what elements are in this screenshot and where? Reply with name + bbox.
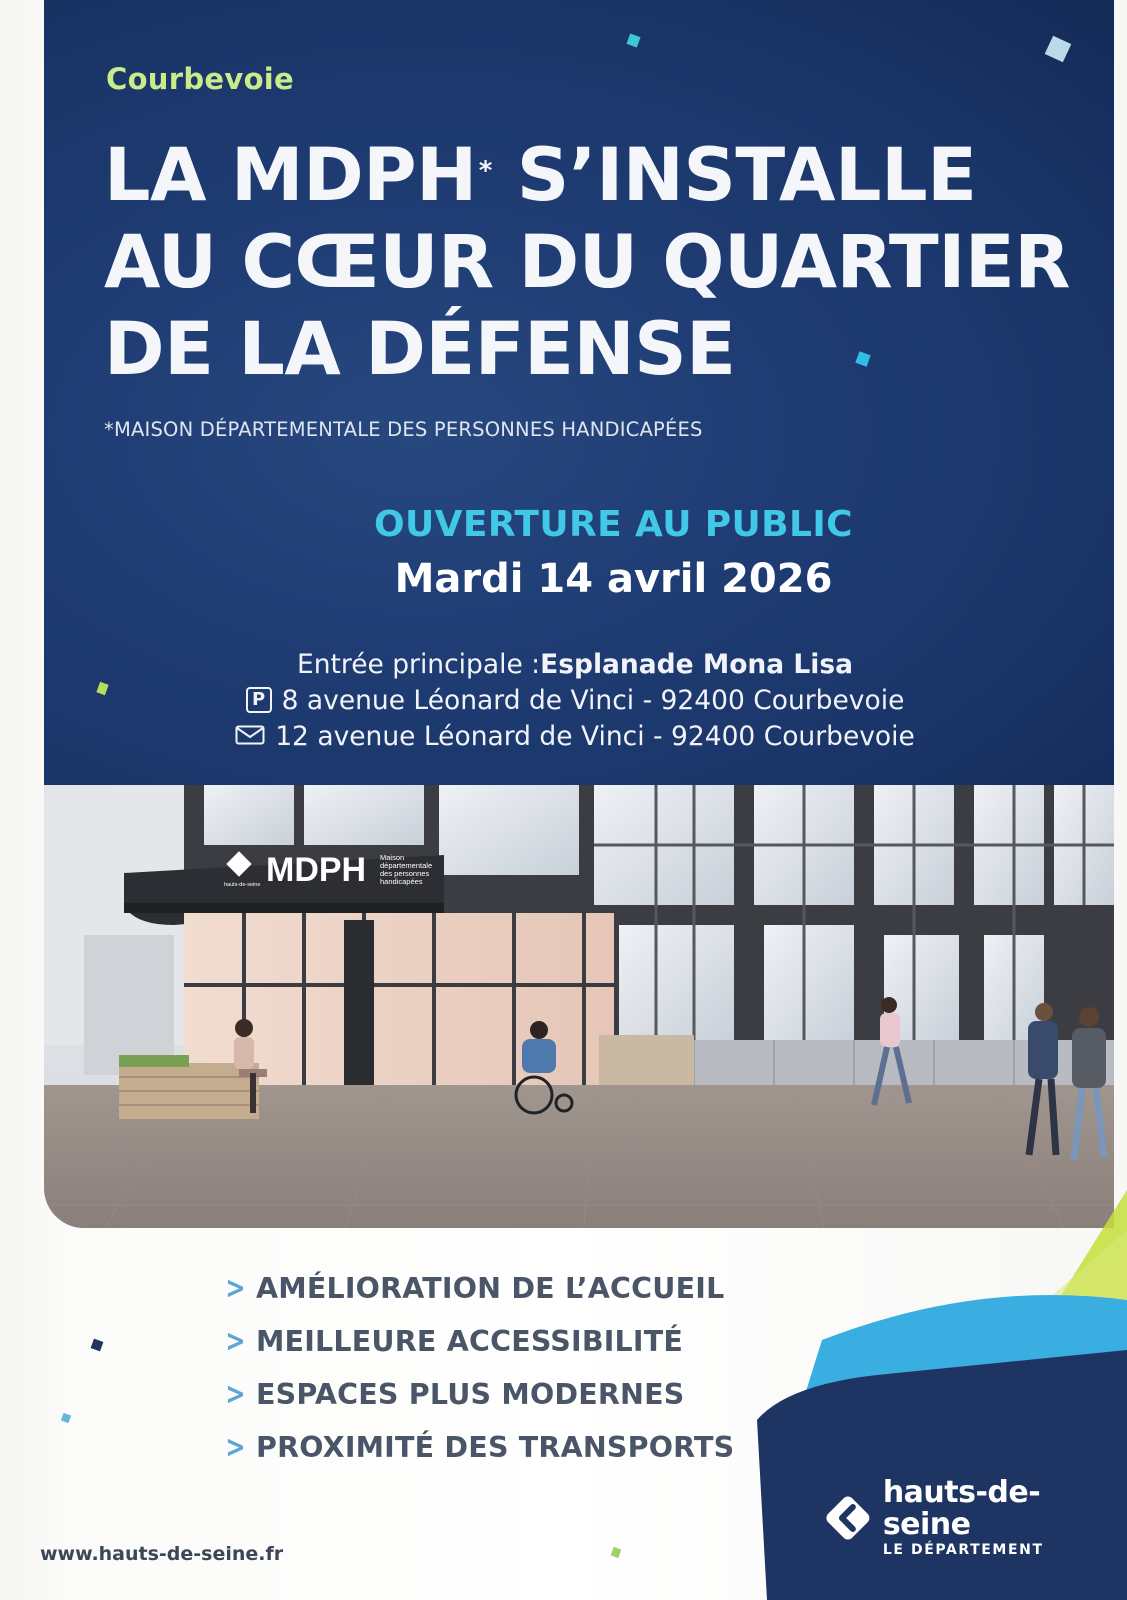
hauts-de-seine-logo-icon (823, 1493, 873, 1543)
footnote: *MAISON DÉPARTEMENTALE DES PERSONNES HANDICAPÉES (104, 418, 703, 441)
svg-text:départementale: départementale (380, 861, 433, 870)
entrance-value: Esplanade Mona Lisa (540, 648, 854, 680)
building-scene (44, 785, 1114, 1228)
list-item (222, 1315, 734, 1368)
mail-row (190, 718, 960, 754)
headline (104, 132, 1094, 393)
entrance-label: Entrée principale : (296, 648, 541, 680)
building-illustration (44, 785, 1114, 1228)
website-url: www.hauts-de-seine.fr (40, 1543, 284, 1565)
headline-line-2: AU CŒUR DU QUARTIER (104, 220, 1070, 305)
headline-line-1: LA MDPH* S’INSTALLE (104, 133, 977, 218)
mail-address: 12 avenue Léonard de Vinci - 92400 Courbevoie (275, 720, 915, 752)
parking-address: 8 avenue Léonard de Vinci - 92400 Courbevoie (281, 684, 905, 716)
parking-row (190, 682, 960, 718)
headline-line-3: DE LA DÉFENSE (104, 307, 736, 392)
svg-text:hauts-de-seine: hauts-de-seine (224, 882, 261, 888)
list-item (222, 1368, 734, 1421)
hauts-de-seine-logo (823, 1477, 1127, 1559)
opening-date: Mardi 14 avril 2026 (394, 556, 833, 602)
feature-text: MEILLEURE ACCESSIBILITÉ (256, 1325, 684, 1358)
entrance-row (190, 646, 960, 682)
parking-icon: P (246, 687, 272, 713)
mail-envelope-icon (235, 721, 265, 752)
features-list (222, 1262, 734, 1474)
feature-text: ESPACES PLUS MODERNES (256, 1378, 685, 1411)
feature-text: PROXIMITÉ DES TRANSPORTS (256, 1431, 735, 1464)
svg-text:handicapées: handicapées (380, 877, 423, 886)
confetti-square (91, 1339, 104, 1352)
mdph-sign-title: MDPH (266, 851, 367, 889)
logo-subtitle: LE DÉPARTEMENT (882, 1542, 1044, 1558)
address-block (190, 646, 960, 754)
list-item (222, 1262, 734, 1315)
feature-text: AMÉLIORATION DE L’ACCUEIL (256, 1272, 725, 1305)
svg-text:des personnes: des personnes (380, 869, 430, 878)
city-label: Courbevoie (106, 62, 295, 96)
chevron-right-icon: > (225, 1324, 246, 1359)
logo-name: hauts-de-seine (882, 1475, 1041, 1542)
confetti-square (61, 1413, 71, 1423)
chevron-right-icon: > (225, 1430, 246, 1465)
opening-label: OUVERTURE AU PUBLIC (374, 504, 853, 545)
chevron-right-icon: > (225, 1271, 246, 1306)
chevron-right-icon: > (225, 1377, 246, 1412)
list-item (222, 1421, 734, 1474)
asterisk: * (478, 156, 492, 186)
confetti-square (611, 1547, 622, 1558)
svg-text:Maison: Maison (380, 853, 405, 862)
